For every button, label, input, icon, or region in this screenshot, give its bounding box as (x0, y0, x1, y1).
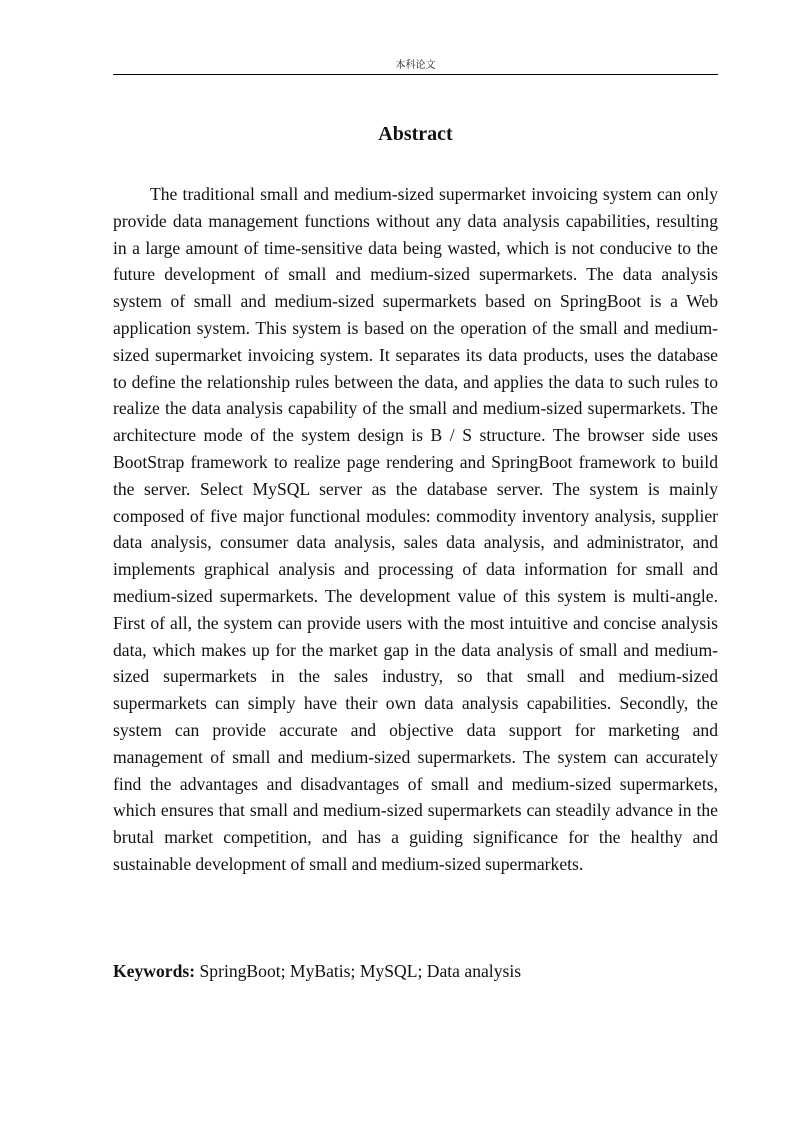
keywords-line (113, 958, 718, 984)
keywords-label: Keywords: (113, 961, 196, 981)
abstract-body: The traditional small and medium-sized supermarket invoicing system can only provide data management functions without any data analysis capabilities, resulting in a large amount of time-sensitive data being wasted, which is not conducive to the future development of small and medium-sized supermarkets. The data analysis system of small and medium-sized supermarkets based on SpringBoot is a Web application system. This system is based on the operation of the small and medium-sized supermarket invoicing system. It separates its data products, uses the database to define the relationship rules between the data, and applies the data to such rules to realize the data analysis capability of the small and medium-sized supermarkets. The architecture mode of the system design is B / S structure. The browser side uses BootStrap framework to realize page rendering and SpringBoot framework to build the server. Select MySQL server as the database server. The system is mainly composed of five major functional modules: commodity inventory analysis, supplier data analysis, consumer data analysis, sales data analysis, and administrator, and implements graphical analysis and processing of data information for small and medium-sized supermarkets. The development value of this system is multi-angle. First of all, the system can provide users with the most intuitive and concise analysis data, which makes up for the market gap in the data analysis of small and medium-sized supermarkets in the sales industry, so that small and medium-sized supermarkets can simply have their own data analysis capabilities. Secondly, the system can provide accurate and objective data support for marketing and management of small and medium-sized supermarkets. The system can accurately find the advantages and disadvantages of small and medium-sized supermarkets, which ensures that small and medium-sized supermarkets can steadily advance in the brutal market competition, and has a guiding significance for the healthy and sustainable development of small and medium-sized supermarkets. (113, 184, 718, 874)
page-header (113, 55, 718, 75)
abstract-title: Abstract (378, 123, 453, 145)
keywords-values: SpringBoot; MyBatis; MySQL; Data analysis (199, 961, 522, 981)
running-title: 本科论文 (395, 60, 436, 71)
